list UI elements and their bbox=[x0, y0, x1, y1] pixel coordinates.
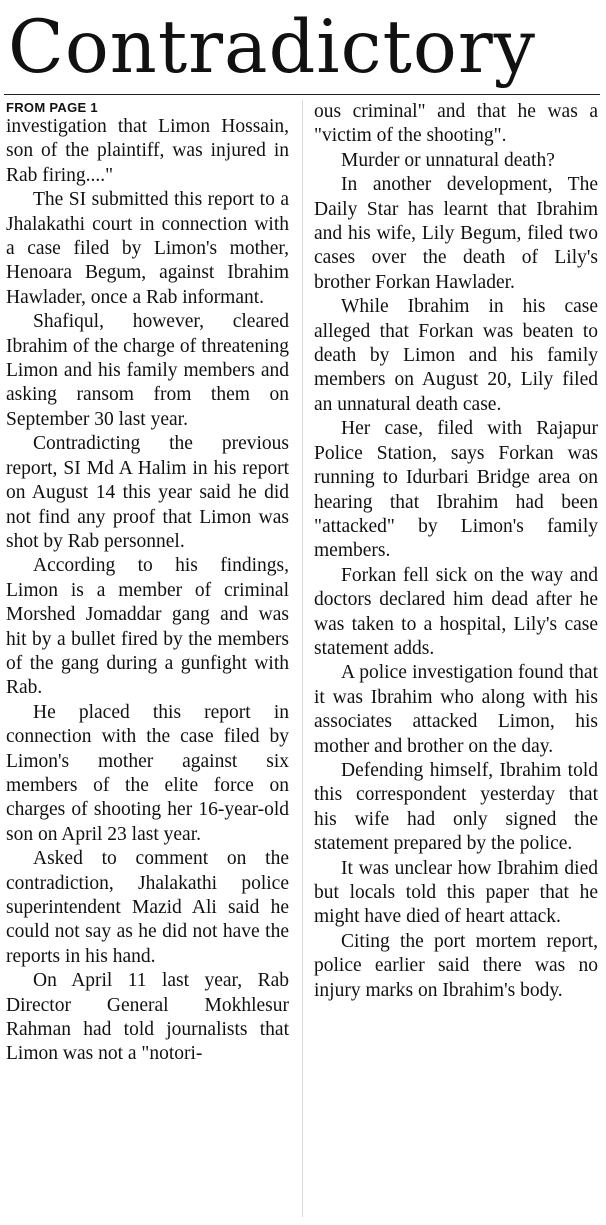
right-column bbox=[314, 100, 598, 1003]
subheading: Murder or unnatural death? bbox=[341, 149, 555, 171]
paragraph: Contradicting the previous report, SI Md A Halim in his report on August 14 this year said he did not find any proof that Limon was shot by Rab personnel. bbox=[6, 433, 289, 552]
paragraph: investigation that Limon Hossain, son of the plaintiff, was injured in Rab firing...." bbox=[6, 116, 289, 186]
paragraph: On April 11 last year, Rab Director General Mokhlesur Rahman had told journalists that Limon was not a "notori- bbox=[6, 970, 289, 1065]
headline-rule bbox=[4, 94, 600, 95]
paragraph: Forkan fell sick on the way and doctors declared him dead after he was taken to a hospital, Lily's case statement adds. bbox=[314, 564, 598, 659]
left-column bbox=[6, 100, 289, 1067]
paragraph: It was unclear how Ibrahim died but locals told this paper that he might have died of heart attack. bbox=[314, 857, 598, 928]
paragraph: He placed this report in connection with the case filed by Limon's mother against six members of the elite force on charges of shooting her 16-year-old son on April 23 last year. bbox=[6, 701, 289, 845]
paragraph: ous criminal" and that he was a "victim of the shooting". bbox=[314, 101, 598, 147]
paragraph: Shafiqul, however, cleared Ibrahim of the charge of threatening Limon and his family members and asking ransom from them on September 30 last year. bbox=[6, 311, 289, 430]
jump-label: FROM PAGE 1 bbox=[6, 100, 98, 115]
paragraph: The SI submitted this report to a Jhalakathi court in connection with a case filed by Limon's mother, Henoara Begum, against Ibrahim Hawlader, once a Rab informant. bbox=[6, 189, 289, 308]
paragraph: Citing the port mortem report, police earlier said there was no injury marks on Ibrahim's body. bbox=[314, 930, 598, 1001]
column-divider bbox=[302, 100, 303, 1217]
headline: Contradictory bbox=[8, 5, 536, 90]
paragraph: Asked to comment on the contradiction, Jhalakathi police superintendent Mazid Ali said he could not say as he did not have the reports in his hand. bbox=[6, 848, 289, 967]
paragraph: Defending himself, Ibrahim told this correspondent yesterday that his wife had only signed the statement prepared by the police. bbox=[314, 759, 598, 855]
paragraph: In another development, The Daily Star has learnt that Ibrahim and his wife, Lily Begum, filed two cases over the death of Lily's brother Forkan Hawlader. bbox=[314, 174, 598, 293]
paragraph: A police investigation found that it was Ibrahim who along with his associates attacked Limon, his mother and brother on the day. bbox=[314, 662, 598, 757]
paragraph: Her case, filed with Rajapur Police Station, says Forkan was running to Idurbari Bridge area on hearing that Ibrahim had been "attacked" by Limon's family members. bbox=[314, 418, 598, 562]
paragraph: While Ibrahim in his case alleged that Forkan was beaten to death by Limon and his family members on August 20, Lily filed an unnatural death case. bbox=[314, 296, 598, 415]
paragraph: According to his findings, Limon is a member of criminal Morshed Jomaddar gang and was hit by a bullet fired by the members of the gang during a gunfight with Rab. bbox=[6, 555, 289, 699]
